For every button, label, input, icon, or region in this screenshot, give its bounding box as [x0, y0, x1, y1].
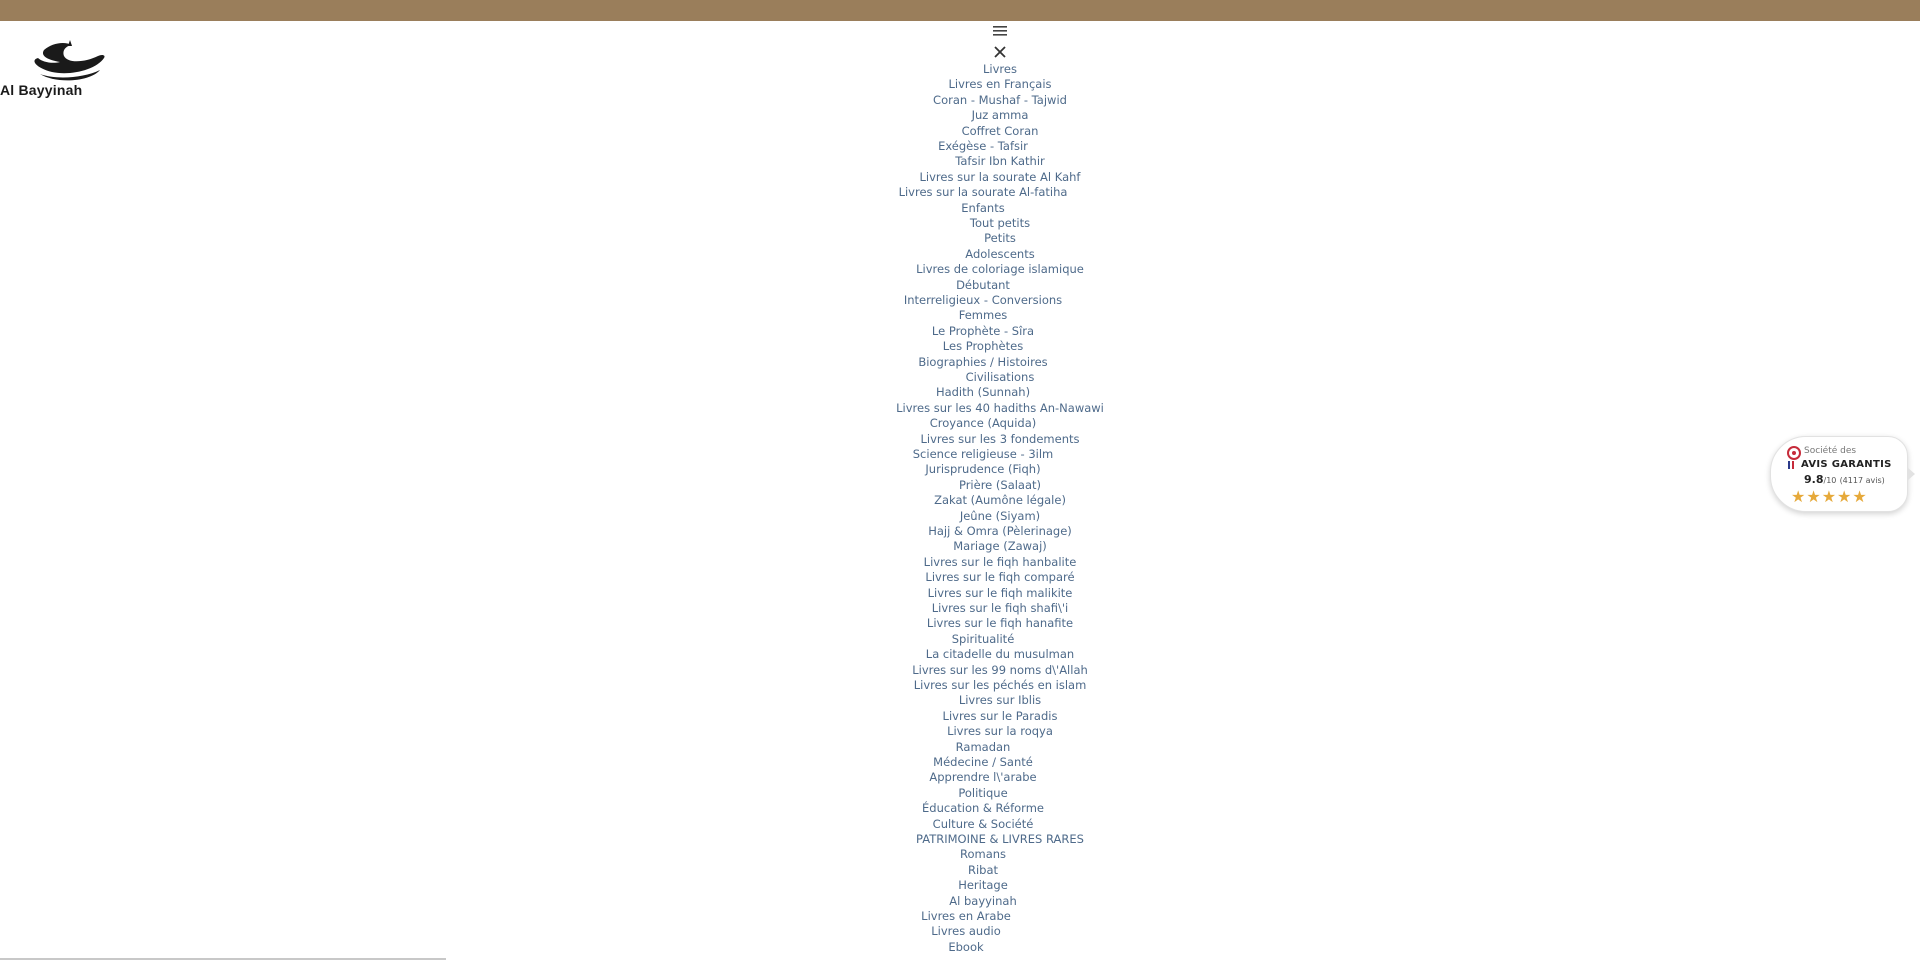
menu-item[interactable]: Livres en Arabe [921, 909, 1011, 923]
widget-score [1804, 473, 1885, 486]
menu-item[interactable]: Enfants [961, 200, 1005, 215]
menu-item[interactable]: Femmes [958, 308, 1008, 323]
bottom-divider [0, 958, 446, 960]
menu-item[interactable]: Ramadan [955, 739, 1011, 754]
menu-item[interactable]: Apprendre l\'arabe [929, 770, 1037, 785]
menu-item[interactable]: Romans [959, 847, 1007, 862]
menu-item[interactable]: Exégèse - Tafsir [938, 139, 1028, 153]
star-rating: ★★★★★ [1791, 487, 1868, 506]
french-flag-icon [1788, 461, 1794, 469]
menu-item[interactable]: Ribat [967, 862, 999, 877]
top-banner [0, 0, 1920, 21]
score-scale: /10 [1823, 476, 1837, 485]
menu-item[interactable]: Interreligieux - Conversions [903, 293, 1063, 307]
menu-item[interactable]: Livres sur les 40 hadiths An-Nawawi [896, 400, 1104, 415]
menu-item[interactable]: Le Prophète - Sîra [931, 323, 1035, 338]
menu-item[interactable]: Livres sur le fiqh comparé [925, 570, 1075, 585]
menu-item[interactable]: Livres sur le Paradis [942, 708, 1058, 723]
menu-item[interactable]: Les Prophètes [942, 339, 1024, 354]
menu-item[interactable]: Prière (Salaat) [958, 477, 1042, 492]
close-icon[interactable] [992, 44, 1008, 60]
logo-text[interactable]: Al Bayyinah [0, 82, 83, 98]
menu-item[interactable]: Livres [983, 62, 1017, 76]
menu-item[interactable]: Livres sur le fiqh malikite [927, 585, 1073, 600]
menu-item[interactable]: Biographies / Histoires [918, 354, 1048, 369]
widget-tail [1907, 467, 1915, 481]
menu-item[interactable]: Hajj & Omra (Pèlerinage) [928, 524, 1072, 538]
menu-item[interactable]: Livres sur la sourate Al Kahf [919, 169, 1081, 184]
menu-item[interactable]: Livres audio [931, 924, 1001, 939]
menu-item[interactable]: Science religieuse - 3ilm [912, 447, 1054, 461]
menu-item[interactable]: Tout petits [969, 216, 1031, 230]
menu-item[interactable]: Livres sur Iblis [958, 693, 1042, 708]
menu-item[interactable]: Adolescents [965, 246, 1035, 261]
menu-item[interactable]: Jurisprudence (Fiqh) [925, 462, 1041, 477]
menu-item[interactable]: Zakat (Aumône légale) [934, 493, 1066, 508]
menu-item[interactable]: Livres sur le fiqh shafi\'i [931, 601, 1069, 615]
menu-item[interactable]: Hadith (Sunnah) [935, 385, 1031, 400]
menu-item[interactable]: Culture & Société [932, 816, 1034, 831]
menu-item[interactable]: PATRIMOINE & LIVRES RARES [916, 832, 1084, 846]
menu-item[interactable]: Médecine / Santé [933, 755, 1033, 769]
menu-item[interactable]: Heritage [958, 878, 1008, 893]
avis-garantis-widget[interactable] [1770, 436, 1908, 512]
menu-item[interactable]: La citadelle du musulman [925, 647, 1075, 662]
menu-item[interactable]: Éducation & Réforme [922, 801, 1044, 816]
menu-item[interactable]: Coran - Mushaf - Tajwid [933, 92, 1067, 107]
menu-item[interactable]: Livres en Français [948, 77, 1052, 92]
menu-item[interactable]: Spiritualité [951, 631, 1015, 646]
menu-item[interactable]: Mariage (Zawaj) [953, 539, 1047, 554]
review-count: (4117 avis) [1839, 476, 1885, 485]
menu-item[interactable]: Livres sur le fiqh hanbalite [923, 554, 1077, 569]
menu-item[interactable]: Coffret Coran [961, 123, 1039, 138]
score-value: 9.8 [1804, 473, 1824, 486]
menu-item[interactable]: Débutant [956, 277, 1010, 292]
menu-item[interactable]: Juz amma [971, 108, 1029, 123]
menu-item[interactable]: Civilisations [965, 370, 1035, 384]
avis-garantis-logo-icon [1787, 446, 1801, 460]
menu-item[interactable]: Livres sur les 99 noms d\'Allah [912, 662, 1088, 677]
menu-item[interactable]: Livres sur la roqya [947, 724, 1053, 739]
widget-brand-prefix: Société des [1804, 446, 1857, 456]
menu-item[interactable]: Livres sur la sourate Al-fatiha [898, 185, 1068, 200]
menu-item[interactable]: Ebook [948, 939, 984, 954]
menu-item[interactable]: Politique [958, 785, 1008, 800]
widget-brand-name: AVIS GARANTIS [1801, 459, 1892, 470]
menu-item[interactable]: Tafsir Ibn Kathir [955, 154, 1045, 169]
menu-item[interactable]: Petits [984, 231, 1016, 246]
menu-item[interactable]: Livres sur les 3 fondements [920, 431, 1080, 446]
menu-item[interactable]: Livres de coloriage islamique [916, 262, 1084, 277]
menu-item[interactable]: Croyance (Aquida) [929, 416, 1037, 431]
menu-item[interactable]: Livres sur les péchés en islam [913, 678, 1087, 692]
menu-item[interactable]: Al bayyinah [949, 893, 1017, 908]
menu-item[interactable]: Livres sur le fiqh hanafite [926, 616, 1074, 631]
hamburger-icon[interactable] [991, 24, 1009, 38]
menu-item[interactable]: Jeûne (Siyam) [959, 508, 1041, 523]
